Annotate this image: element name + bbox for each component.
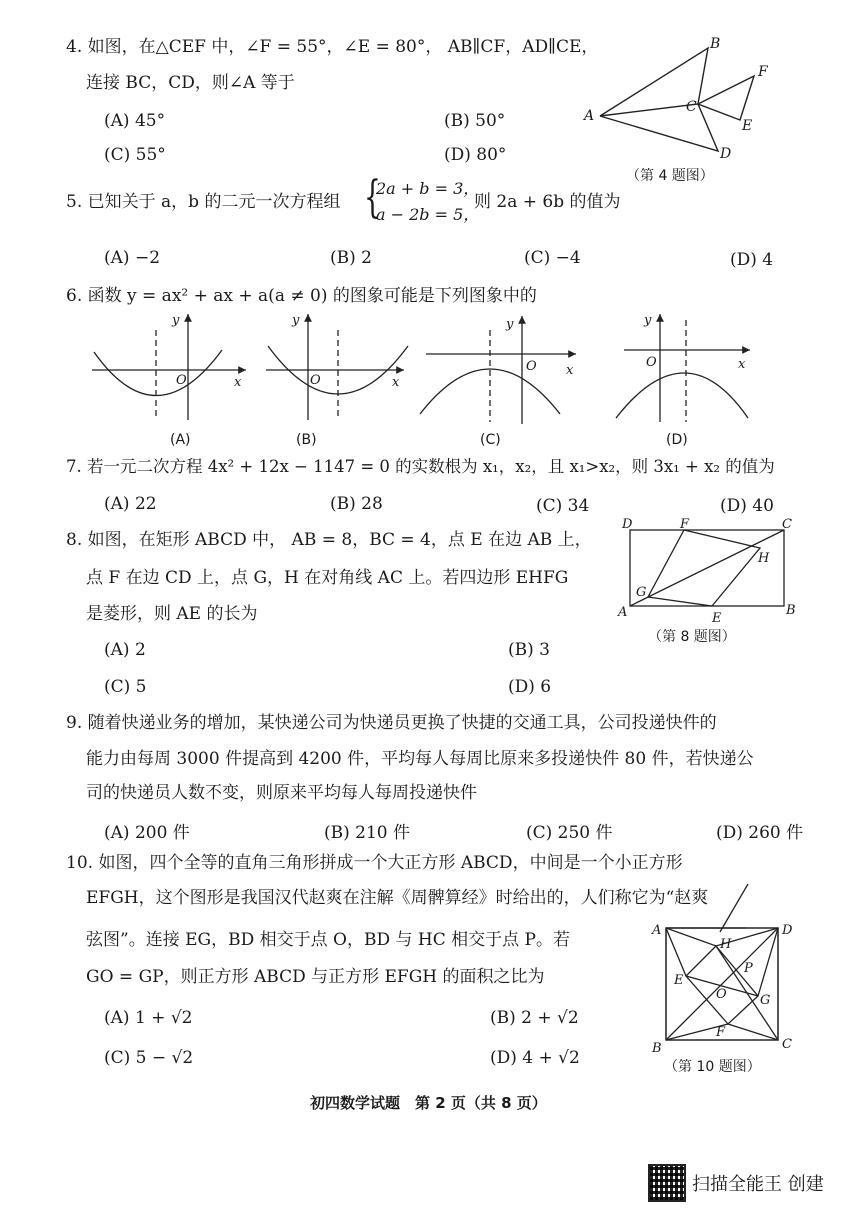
q4-line1: 4. 如图，在△CEF 中，∠F = 55°，∠E = 80°， AB∥CF，AD∥CE， bbox=[66, 37, 599, 57]
q5-option-a: (A) −2 bbox=[104, 248, 161, 268]
q10-label-c: C bbox=[782, 1037, 792, 1052]
q7-option-c: (C) 34 bbox=[536, 496, 590, 516]
q6-option-a: (A) bbox=[170, 432, 191, 448]
q8-option-c: (C) 5 bbox=[104, 677, 147, 697]
q8-line3: 是菱形，则 AE 的长为 bbox=[86, 604, 258, 624]
q9-option-a: (A) 200 件 bbox=[104, 823, 190, 843]
q7-option-a: (A) 22 bbox=[104, 494, 157, 514]
q4-option-a: (A) 45° bbox=[104, 111, 166, 131]
q9-line3: 司的快递员人数不变，则原来平均每人每周投递快件 bbox=[86, 783, 477, 803]
q5-option-b: (B) 2 bbox=[330, 248, 372, 268]
q7-option-b: (B) 28 bbox=[330, 494, 383, 514]
q4-label-f: F bbox=[758, 64, 768, 80]
q6c-y-label: y bbox=[506, 317, 514, 332]
q8-figure bbox=[612, 516, 802, 626]
q6a-y-label: y bbox=[172, 313, 180, 328]
q8-line2: 点 F 在边 CD 上，点 G，H 在对角线 AC 上。若四边形 EHFG bbox=[86, 568, 569, 588]
q6d-origin: O bbox=[646, 355, 657, 370]
q6-option-d: (D) bbox=[666, 432, 688, 448]
q5-eq2: a − 2b = 5， bbox=[376, 205, 480, 224]
q10-option-c: (C) 5 − √2 bbox=[104, 1048, 194, 1068]
q10-line2: EFGH，这个图形是我国汉代赵爽在注解《周髀算经》时给出的，人们称它为“赵爽 bbox=[86, 888, 709, 908]
q6d-y-label: y bbox=[644, 313, 652, 328]
q5-prefix: 5. 已知关于 a，b 的二元一次方程组 bbox=[66, 192, 341, 212]
q10-label-b: B bbox=[652, 1041, 662, 1056]
q10-label-f: F bbox=[716, 1025, 726, 1040]
q8-label-f: F bbox=[680, 517, 690, 532]
q4-label-d: D bbox=[720, 146, 732, 162]
q10-line4: GO = GP，则正方形 ABCD 与正方形 EFGH 的面积之比为 bbox=[86, 967, 545, 987]
q8-label-a: A bbox=[618, 605, 628, 620]
q10-option-b: (B) 2 + √2 bbox=[490, 1008, 579, 1028]
q5-eq1: 2a + b = 3， bbox=[376, 179, 480, 198]
q8-option-d: (D) 6 bbox=[508, 677, 552, 697]
q6-graphs bbox=[86, 310, 766, 450]
q4-line2: 连接 BC，CD，则∠A 等于 bbox=[86, 73, 295, 93]
q10-label-p: P bbox=[744, 961, 753, 976]
q6d-x-label: x bbox=[738, 357, 746, 372]
q4-option-b: (B) 50° bbox=[444, 111, 506, 131]
q5-option-d: (D) 4 bbox=[730, 250, 774, 270]
q8-option-b: (B) 3 bbox=[508, 640, 550, 660]
q10-label-d: D bbox=[782, 923, 793, 938]
q10-line1: 10. 如图，四个全等的直角三角形拼成一个大正方形 ABCD，中间是一个小正方形 bbox=[66, 853, 683, 873]
q6c-origin: O bbox=[526, 359, 537, 374]
q6c-x-label: x bbox=[566, 363, 574, 378]
q9-option-d: (D) 260 件 bbox=[716, 823, 804, 843]
q4-label-c: C bbox=[686, 99, 697, 115]
q4-option-c: (C) 55° bbox=[104, 145, 166, 165]
scanner-brand: 扫描全能王 创建 bbox=[692, 1174, 824, 1195]
q4-option-d: (D) 80° bbox=[444, 145, 507, 165]
q10-option-a: (A) 1 + √2 bbox=[104, 1008, 193, 1028]
q4-label-b: B bbox=[710, 36, 721, 52]
page-footer: 初四数学试题 第 2 页（共 8 页） bbox=[310, 1094, 547, 1112]
q6a-origin: O bbox=[176, 373, 187, 388]
q10-figure bbox=[644, 880, 804, 1058]
qr-code-icon bbox=[648, 1164, 686, 1202]
q10-label-g: G bbox=[760, 993, 771, 1008]
q10-line3: 弦图”。连接 EG，BD 相交于点 O，BD 与 HC 相交于点 P。若 bbox=[86, 930, 570, 950]
q8-label-e: E bbox=[712, 611, 722, 626]
q8-label-g: G bbox=[636, 585, 647, 600]
q6-line: 6. 函数 y = ax² + ax + a(a ≠ 0) 的图象可能是下列图象中的 bbox=[66, 286, 537, 306]
q10-label-o: O bbox=[716, 987, 727, 1002]
q4-label-e: E bbox=[742, 118, 753, 134]
q9-line2: 能力由每周 3000 件提高到 4200 件，平均每人每周比原来多投递快件 80 件，若快递公 bbox=[86, 749, 754, 769]
q10-label-a: A bbox=[652, 923, 662, 938]
q8-label-h: H bbox=[758, 551, 770, 566]
q8-option-a: (A) 2 bbox=[104, 640, 146, 660]
q7-option-d: (D) 40 bbox=[720, 496, 774, 516]
q8-caption: （第 8 题图） bbox=[648, 629, 736, 645]
q10-caption: （第 10 题图） bbox=[664, 1059, 761, 1075]
q8-label-c: C bbox=[782, 517, 792, 532]
q9-option-c: (C) 250 件 bbox=[526, 823, 613, 843]
q5-brace: { bbox=[364, 172, 381, 223]
q6a-x-label: x bbox=[234, 375, 242, 390]
q9-line1: 9. 随着快递业务的增加，某快递公司为快递员更换了快捷的交通工具，公司投递快件的 bbox=[66, 713, 717, 733]
q7-line: 7. 若一元二次方程 4x² + 12x − 1147 = 0 的实数根为 x₁，x₂，且 x₁>x₂，则 3x₁ + x₂ 的值为 bbox=[66, 457, 775, 476]
q6b-origin: O bbox=[310, 373, 321, 388]
q10-label-e: E bbox=[674, 973, 684, 988]
q6-option-b: (B) bbox=[296, 432, 317, 448]
q10-label-h: H bbox=[720, 937, 732, 952]
q8-line1: 8. 如图，在矩形 ABCD 中， AB = 8，BC = 4，点 E 在边 AB 上， bbox=[66, 530, 592, 550]
q6b-y-label: y bbox=[292, 313, 300, 328]
q4-caption: （第 4 题图） bbox=[626, 168, 714, 184]
q8-label-b: B bbox=[786, 603, 796, 618]
q4-label-a: A bbox=[584, 108, 595, 124]
q8-label-d: D bbox=[622, 517, 633, 532]
q10-option-d: (D) 4 + √2 bbox=[490, 1048, 580, 1068]
q5-option-c: (C) −4 bbox=[524, 248, 581, 268]
q6b-x-label: x bbox=[392, 375, 400, 390]
q9-option-b: (B) 210 件 bbox=[324, 823, 411, 843]
q6-option-c: (C) bbox=[480, 432, 501, 448]
q4-figure bbox=[580, 34, 780, 164]
q5-suffix: 则 2a + 6b 的值为 bbox=[474, 192, 621, 212]
